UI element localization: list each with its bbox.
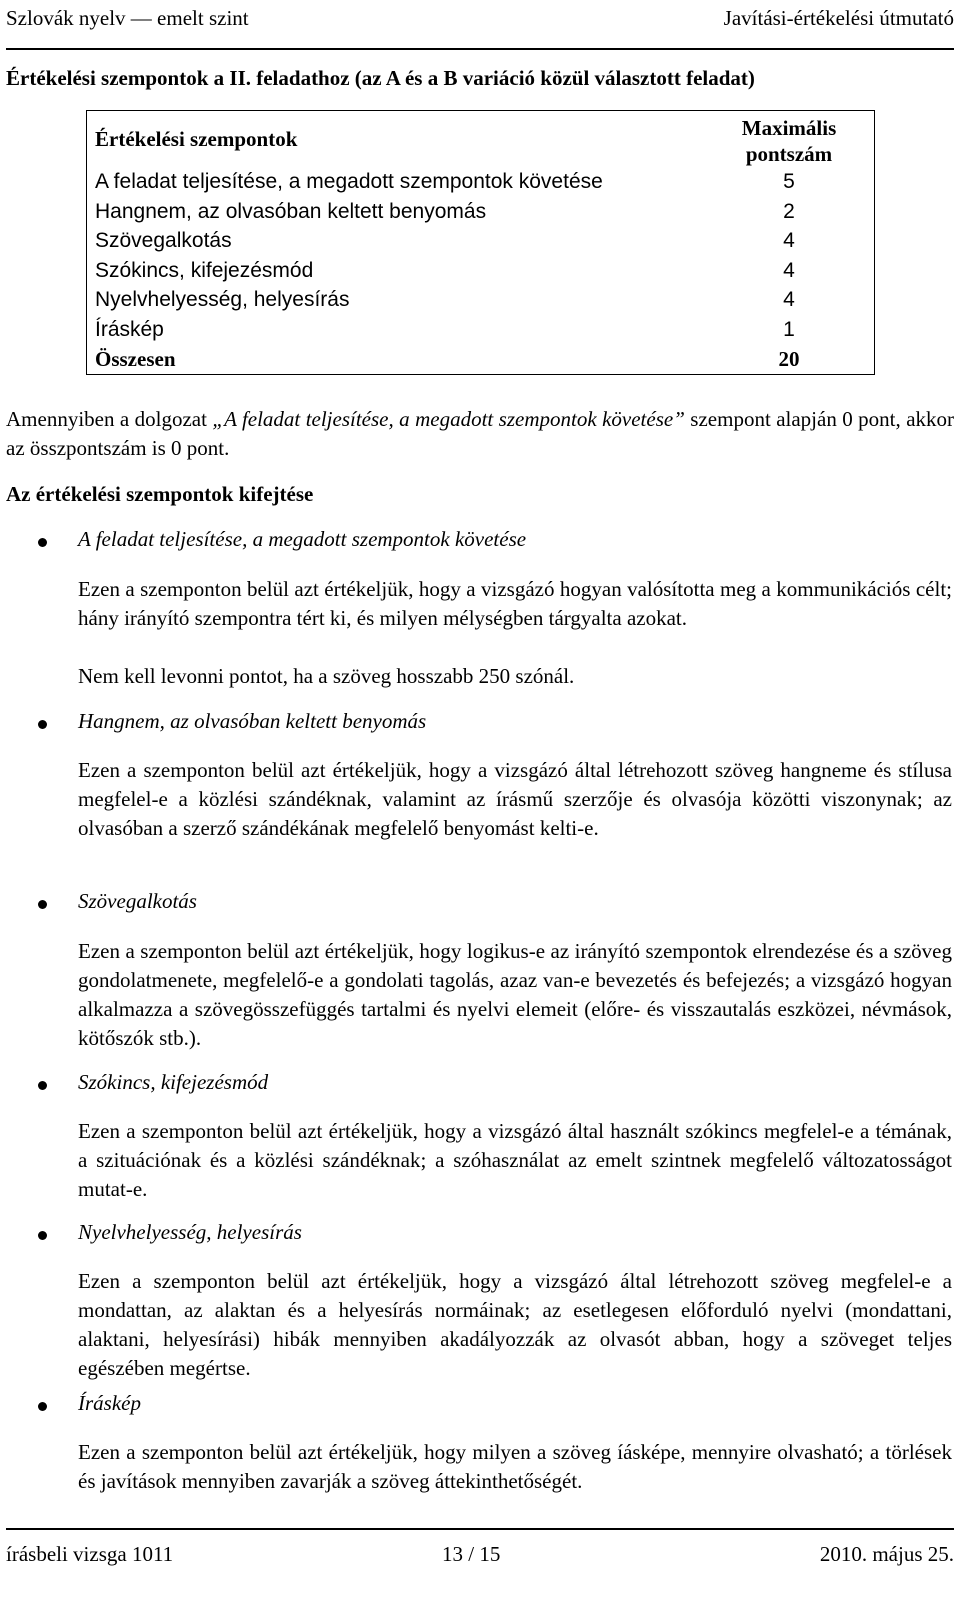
criterion-title: Szókincs, kifejezésmód (78, 1070, 269, 1094)
footer-date: 2010. május 25. (819, 1542, 954, 1566)
table-row (87, 167, 875, 197)
note-before: Amennyiben a dolgozat (6, 407, 213, 431)
table-row (87, 315, 875, 345)
section-title: Értékelési szempontok a II. feladathoz (az A és a B variáció közül választott feladat) (6, 66, 755, 90)
note-italic: „A feladat teljesítése, a megadott szempontok követése” (212, 407, 685, 431)
criterion-description: Ezen a szemponton belül azt értékeljük, hogy logikus-e az irányító szempontok elrendezése és a szöveg gondolatmenete, megfelelő-e a gondolati tagolás, azaz van-e bevezetés és befejezés; a vizsgázó hogyan alkalmazza a szövegösszefüggés tartalmi és nyelvi elemeit (előre- és visszautalás eszközei, névmások, kötőszók stb.). (78, 939, 952, 1050)
table-header-row (87, 111, 875, 168)
row-label: Íráskép (95, 317, 164, 341)
criterion-description: Ezen a szemponton belül azt értékeljük, hogy a vizsgázó hogyan valósította meg a kommunikációs célt; hány irányító szempontra tért ki, és milyen mélységben tárgyalta azokat. (78, 577, 952, 630)
row-points: 4 (783, 288, 795, 311)
bullet-dot-icon (38, 1402, 47, 1411)
criterion-description: Ezen a szemponton belül azt értékeljük, hogy a vizsgázó által használt szókincs megfelel-e a témának, a szituációnak és a közlési szándéknak; a szóhasználat az emelt szintnek megfelelő változatosságot mutat-e. (78, 1119, 952, 1201)
table-row (87, 256, 875, 286)
criterion-description: Ezen a szemponton belül azt értékeljük, hogy a vizsgázó által létrehozott szöveg hangneme és stílusa megfelel-e a közlési szándéknak, valamint az írásmű szerzője és olvasója közötti viszonynak; az olvasóban a szerző szándékának megfelelő benyomást kelti-e. (78, 758, 952, 840)
header-left: Szlovák nyelv — emelt szint (6, 6, 249, 30)
criterion-title: Nyelvhelyesség, helyesírás (78, 1220, 302, 1244)
criterion-description: Ezen a szemponton belül azt értékeljük, hogy milyen a szöveg íásképe, mennyire olvasható; a törlések és javítások mennyiben zavarják a szöveg áttekinthetőségét. (78, 1440, 952, 1493)
note-after: szempont alapján 0 pont, akkor az összpontszám is 0 pont. (6, 407, 955, 460)
row-points: 5 (783, 170, 795, 193)
row-points: 2 (783, 199, 795, 223)
row-points: 4 (783, 229, 795, 252)
criterion-title: Hangnem, az olvasóban keltett benyomás (78, 709, 427, 733)
table-row (87, 226, 875, 256)
footer-divider (6, 1528, 954, 1530)
table-row (87, 197, 875, 227)
total-points: 20 (778, 347, 800, 371)
row-label: Nyelvhelyesség, helyesírás (95, 288, 350, 311)
row-label: Hangnem, az olvasóban keltett benyomás (95, 199, 487, 223)
criterion-title: Íráskép (78, 1391, 141, 1415)
criterion-extra-note: Nem kell levonni pontot, ha a szöveg hosszabb 250 szónál. (78, 664, 575, 688)
bullet-dot-icon (38, 900, 47, 909)
row-points: 4 (783, 258, 795, 282)
criterion-title: A feladat teljesítése, a megadott szempontok követése (78, 527, 527, 551)
header-right: Javítási-értékelési útmutató (723, 6, 954, 30)
bullet-dot-icon (38, 1231, 47, 1240)
criterion-description: Ezen a szemponton belül azt értékeljük, hogy a vizsgázó által létrehozott szöveg megfelel-e a mondattan, az alaktan és a helyesírás normáinak; az esetlegesen előforduló nyelvi (mondattani, alaktani, helyesírási) hibák mennyiben akadályozzák az olvasót abban, hogy a szöveget teljes egészében megértse. (78, 1269, 952, 1380)
footer-page-number: 13 / 15 (442, 1542, 501, 1566)
row-label: A feladat teljesítése, a megadott szempontok követése (95, 170, 603, 193)
table-total-row (87, 344, 875, 375)
row-points: 1 (783, 317, 795, 341)
header-max-line1: Maximális (741, 116, 837, 140)
score-table (86, 110, 875, 375)
row-label: Szövegalkotás (95, 229, 232, 252)
bullet-dot-icon (38, 538, 47, 547)
footer-exam-code: írásbeli vizsga 1011 (6, 1542, 174, 1566)
criterion-title: Szövegalkotás (78, 889, 197, 913)
row-label: Szókincs, kifejezésmód (95, 258, 314, 282)
bullet-dot-icon (38, 1081, 47, 1090)
header-max-line2: pontszám (745, 142, 833, 166)
total-label: Összesen (95, 347, 176, 371)
page-header (6, 2, 954, 50)
zero-point-note (6, 405, 954, 463)
header-max-points (704, 111, 875, 168)
criteria-explanation-heading: Az értékelési szempontok kifejtése (6, 482, 314, 506)
header-criteria: Értékelési szempontok (95, 127, 298, 151)
table-row (87, 285, 875, 315)
bullet-dot-icon (38, 720, 47, 729)
